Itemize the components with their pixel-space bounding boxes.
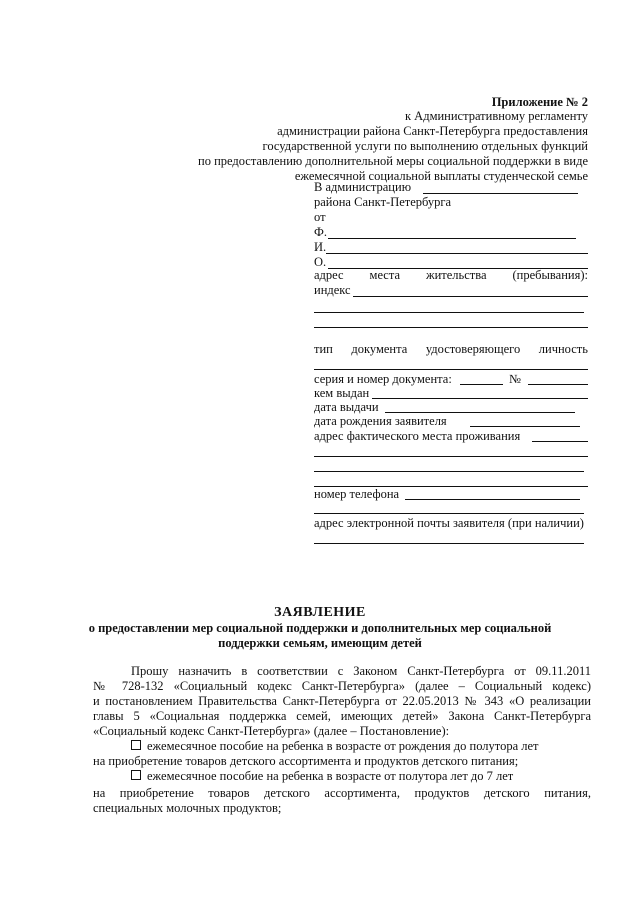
statement-subtitle: поддержки семьям, имеющим детей	[218, 636, 422, 650]
body-line: главы 5 «Социальная поддержка семей, имеющих детей» Закона Санкт-Петербурга	[93, 709, 591, 723]
option-text: ежемесячное пособие на ребенка в возрасте от рождения до полутора лет	[147, 739, 539, 753]
surname-field	[328, 238, 576, 239]
header-line: государственной услуги по выполнению отдельных функций	[262, 139, 588, 153]
body-line: специальных молочных продуктов;	[93, 801, 282, 815]
body-line: и постановлением Правительства Санкт-Петербурга от 22.05.2013 № 343 «О реализации	[93, 694, 591, 708]
district-label: района Санкт-Петербурга	[314, 195, 452, 209]
actual-address-field-line	[314, 471, 584, 472]
checkbox-icon[interactable]	[131, 770, 141, 780]
birth-date-label: дата рождения заявителя	[314, 414, 447, 428]
to-administration-label: В администрацию	[314, 180, 412, 194]
index-label: индекс	[314, 283, 351, 297]
actual-address-field	[532, 441, 588, 442]
statement-title: ЗАЯВЛЕНИЕ	[274, 605, 366, 620]
index-field	[353, 296, 588, 297]
address-field-line	[314, 327, 588, 328]
surname-label: Ф.	[314, 225, 328, 239]
issue-date-label: дата выдачи	[314, 400, 379, 414]
name-field	[326, 253, 588, 254]
body-line: Прошу назначить в соответствии с Законом Санкт-Петербурга от 09.11.2011	[131, 664, 591, 678]
header-line: ежемесячной социальной выплаты студенческой семье	[294, 169, 588, 183]
identity-document-type-label: тип документа удостоверяющего личность	[314, 342, 588, 356]
document-type-field	[314, 369, 588, 370]
email-label: адрес электронной почты заявителя (при наличии)	[314, 516, 584, 530]
issued-by-label: кем выдан	[314, 386, 370, 400]
phone-field-line	[314, 513, 584, 514]
body-line: на приобретение товаров детского ассортимента и продуктов детского питания;	[93, 754, 519, 768]
number-sign: №	[509, 372, 521, 386]
actual-address-field-line	[314, 456, 588, 457]
option-text: ежемесячное пособие на ребенка в возрасте от полутора лет до 7 лет	[147, 769, 514, 783]
number-field	[528, 384, 588, 385]
series-number-label: серия и номер документа:	[314, 372, 452, 386]
body-line: № 728-132 «Социальный кодекс Санкт-Петербурга» (далее – Социальный кодекс)	[93, 679, 591, 693]
name-label: И.	[314, 240, 327, 254]
body-line: на приобретение товаров детского ассортимента, продуктов детского питания,	[93, 786, 591, 800]
appendix-number: Приложение № 2	[491, 95, 588, 109]
email-field	[314, 543, 584, 544]
birth-date-field	[470, 426, 580, 427]
header-line: к Административному регламенту	[404, 109, 588, 123]
address-field-line	[314, 312, 584, 313]
phone-field	[405, 499, 580, 500]
actual-address-label: адрес фактического места проживания	[314, 429, 521, 443]
option-monthly-allowance-1-5-7	[131, 769, 591, 785]
issue-date-field	[385, 412, 575, 413]
option-monthly-allowance-0-1-5	[131, 739, 591, 755]
patronymic-label: О.	[314, 255, 327, 269]
header-line: по предоставлению дополнительной меры социальной поддержки в виде	[198, 154, 588, 168]
header-line: администрации района Санкт-Петербурга предоставления	[277, 124, 588, 138]
from-label: от	[314, 210, 326, 224]
residence-address-label: адрес места жительства (пребывания):	[314, 268, 588, 282]
body-line: «Социальный кодекс Санкт-Петербурга» (далее – Постановление):	[93, 724, 450, 738]
series-field	[460, 384, 503, 385]
checkbox-icon[interactable]	[131, 740, 141, 750]
phone-label: номер телефона	[314, 487, 400, 501]
issued-by-field	[372, 398, 588, 399]
statement-subtitle: о предоставлении мер социальной поддержки и дополнительных мер социальной	[88, 621, 552, 635]
administration-field	[423, 193, 578, 194]
